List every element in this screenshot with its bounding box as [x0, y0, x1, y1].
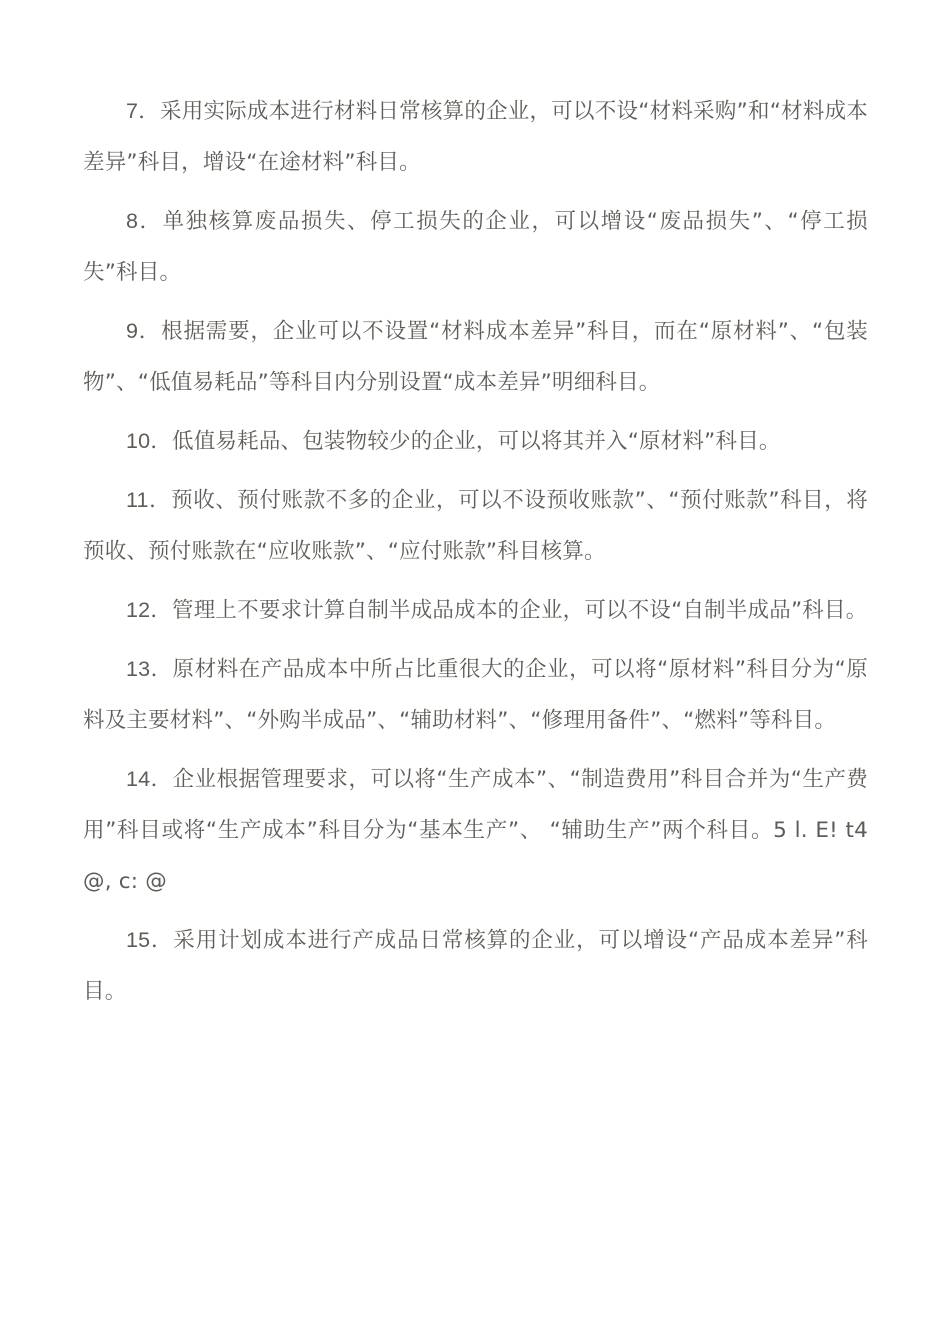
document-body: [83, 86, 868, 1025]
paragraph-number: 12．: [126, 598, 173, 622]
paragraph-15: [83, 915, 868, 1017]
paragraph-10: [83, 416, 868, 467]
paragraph-number: 8．: [126, 209, 163, 233]
paragraph-number: 9．: [126, 319, 162, 343]
paragraph-number: 7．: [126, 99, 160, 123]
paragraph-number: 11．: [126, 488, 172, 512]
paragraph-7: [83, 86, 868, 188]
paragraph-text: 低值易耗品、包装物较少的企业，可以将其并入“原材料”科目。: [172, 429, 781, 454]
paragraph-number: 10．: [126, 429, 173, 453]
paragraph-number: 13．: [126, 657, 173, 681]
paragraph-text: 采用计划成本进行产成品日常核算的企业，可以增设“产品成本差异”科目。: [83, 928, 869, 1004]
paragraph-13: [83, 644, 868, 746]
paragraph-number: 15．: [126, 928, 174, 952]
paragraph-text: 管理上不要求计算自制半成品成本的企业，可以不设“自制半成品”科目。: [172, 598, 868, 623]
paragraph-11: [83, 475, 868, 577]
paragraph-text: 企业根据管理要求，可以将“生产成本”、“制造费用”科目合并为“生产费用”科目或将“生产成本”科目分为“基本生产”、 “辅助生产”两个科目。5 l. E! t4 @, c: @: [83, 767, 869, 894]
paragraph-14: [83, 754, 868, 907]
paragraph-8: [83, 196, 868, 298]
paragraph-text: 预收、预付账款不多的企业，可以不设预收账款”、“预付账款”科目，将预收、预付账款在“应收账款”、“应付账款”科目核算。: [83, 488, 868, 564]
paragraph-text: 原材料在产品成本中所占比重很大的企业，可以将“原材料”科目分为“原料及主要材料”、“外购半成品”、“辅助材料”、“修理用备件”、“燃料”等科目。: [83, 657, 868, 733]
paragraph-12: [83, 585, 868, 636]
paragraph-9: [83, 306, 868, 408]
paragraph-number: 14．: [126, 767, 173, 791]
paragraph-text: 单独核算废品损失、停工损失的企业，可以增设“废品损失”、“停工损失”科目。: [83, 209, 868, 285]
paragraph-text: 根据需要，企业可以不设置“材料成本差异”科目，而在“原材料”、“包装物”、“低值易耗品”等科目内分别设置“成本差异”明细科目。: [83, 319, 868, 395]
paragraph-text: 采用实际成本进行材料日常核算的企业，可以不设“材料采购”和“材料成本差异”科目，增设“在途材料”科目。: [83, 99, 869, 175]
